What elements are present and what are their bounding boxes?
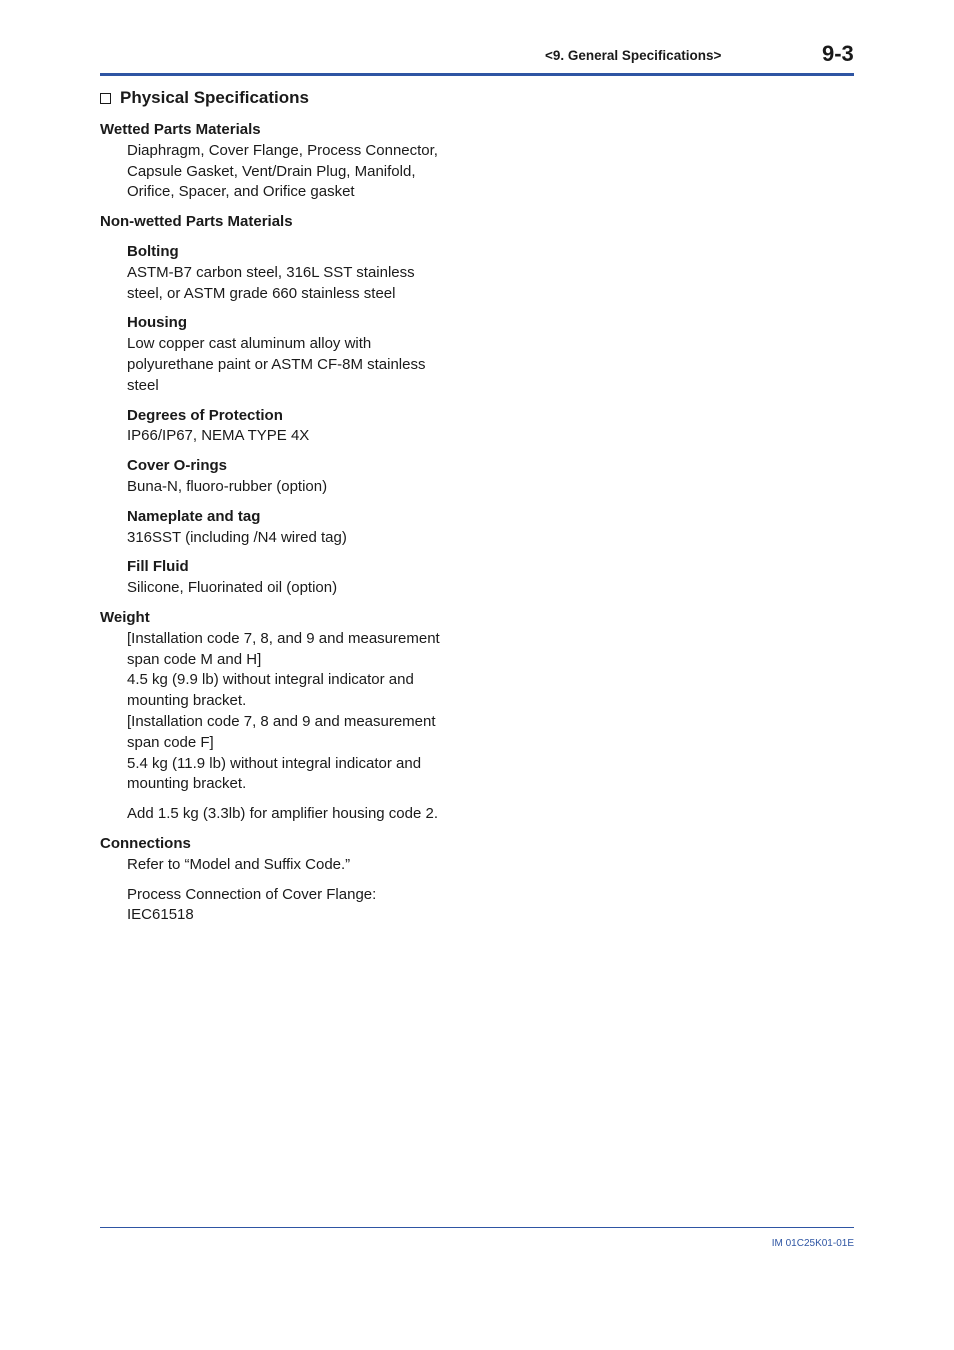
wetted-line: Orifice, Spacer, and Orifice gasket bbox=[127, 183, 355, 201]
bolting-heading: Bolting bbox=[127, 242, 179, 260]
bolting-line: ASTM-B7 carbon steel, 316L SST stainless bbox=[127, 263, 415, 281]
weight-body bbox=[127, 629, 460, 825]
weight-line: mounting bracket. bbox=[127, 775, 247, 793]
document-number: IM 01C25K01-01E bbox=[771, 1238, 854, 1249]
weight-line: span code F] bbox=[127, 733, 214, 751]
footer-rule bbox=[100, 1227, 854, 1228]
orings-line: Buna-N, fluoro-rubber (option) bbox=[127, 477, 328, 495]
fill-fluid-line: Silicone, Fluorinated oil (option) bbox=[127, 579, 338, 597]
connections-line: Refer to “Model and Suffix Code.” bbox=[127, 855, 351, 873]
weight-line: [Installation code 7, 8, and 9 and measurement bbox=[127, 629, 440, 647]
fill-fluid-body bbox=[127, 578, 460, 599]
bolting-body bbox=[127, 263, 460, 305]
wetted-heading: Wetted Parts Materials bbox=[100, 121, 261, 138]
weight-line: span code M and H] bbox=[127, 650, 262, 668]
spec-content bbox=[100, 120, 460, 926]
wetted-line: Diaphragm, Cover Flange, Process Connector, bbox=[127, 141, 438, 159]
nameplate-heading: Nameplate and tag bbox=[127, 507, 261, 525]
weight-line: mounting bracket. bbox=[127, 692, 247, 710]
nameplate-line: 316SST (including /N4 wired tag) bbox=[127, 528, 347, 546]
orings-heading: Cover O-rings bbox=[127, 457, 228, 475]
section-title: Physical Specifications bbox=[120, 88, 309, 107]
housing-line: polyurethane paint or ASTM CF-8M stainless bbox=[127, 355, 426, 373]
protection-body bbox=[127, 426, 460, 447]
nonwetted-heading: Non-wetted Parts Materials bbox=[100, 213, 293, 231]
orings-body bbox=[127, 477, 460, 498]
connections-body bbox=[127, 855, 460, 926]
protection-heading: Degrees of Protection bbox=[127, 406, 283, 424]
protection-line: IP66/IP67, NEMA TYPE 4X bbox=[127, 427, 310, 445]
housing-line: Low copper cast aluminum alloy with bbox=[127, 335, 372, 353]
bolting-line: steel, or ASTM grade 660 stainless steel bbox=[127, 284, 396, 302]
housing-body bbox=[127, 334, 460, 396]
weight-line: 4.5 kg (9.9 lb) without integral indicator and bbox=[127, 671, 414, 689]
housing-heading: Housing bbox=[127, 314, 187, 332]
header-section-title: <9. General Specifications> bbox=[545, 48, 722, 63]
weight-heading: Weight bbox=[100, 608, 150, 626]
weight-note: Add 1.5 kg (3.3lb) for amplifier housing code 2. bbox=[127, 805, 439, 823]
square-bullet-icon bbox=[100, 93, 111, 104]
connections-heading: Connections bbox=[100, 834, 191, 852]
connections-line: IEC61518 bbox=[127, 906, 194, 924]
wetted-body bbox=[127, 141, 460, 203]
fill-fluid-heading: Fill Fluid bbox=[127, 558, 189, 576]
weight-line: 5.4 kg (11.9 lb) without integral indicator and bbox=[127, 754, 422, 772]
housing-line: steel bbox=[127, 376, 159, 394]
header-rule bbox=[100, 73, 854, 76]
wetted-line: Capsule Gasket, Vent/Drain Plug, Manifold, bbox=[127, 162, 416, 180]
section-title-row bbox=[100, 88, 309, 108]
connections-line: Process Connection of Cover Flange: bbox=[127, 885, 377, 903]
weight-line: [Installation code 7, 8 and 9 and measurement bbox=[127, 712, 436, 730]
page-number: 9-3 bbox=[822, 41, 854, 66]
nameplate-body bbox=[127, 528, 460, 549]
